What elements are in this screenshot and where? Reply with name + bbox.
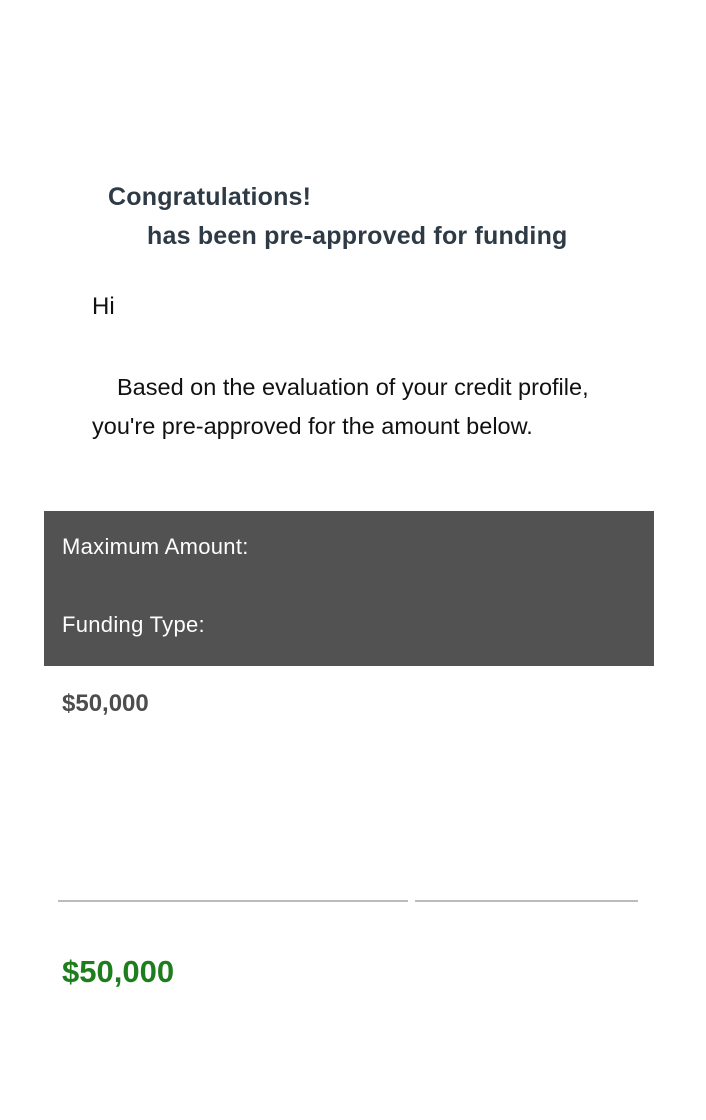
email-heading bbox=[108, 185, 568, 249]
body-paragraph: Based on the evaluation of your credit profile, you're pre-approved for the amount below. bbox=[92, 374, 589, 439]
maximum-amount-label: Maximum Amount: bbox=[62, 534, 249, 559]
heading-congratulations: Congratulations! bbox=[108, 183, 312, 211]
funding-info-box bbox=[44, 511, 654, 666]
divider-segment-left bbox=[58, 900, 408, 902]
heading-preapproved: has been pre-approved for funding bbox=[147, 222, 568, 250]
divider-segment-right bbox=[415, 900, 638, 902]
approved-amount-value: $50,000 bbox=[62, 954, 175, 989]
maximum-amount-value: $50,000 bbox=[62, 690, 149, 717]
greeting-text: Hi bbox=[92, 293, 115, 320]
funding-type-label: Funding Type: bbox=[62, 612, 205, 637]
